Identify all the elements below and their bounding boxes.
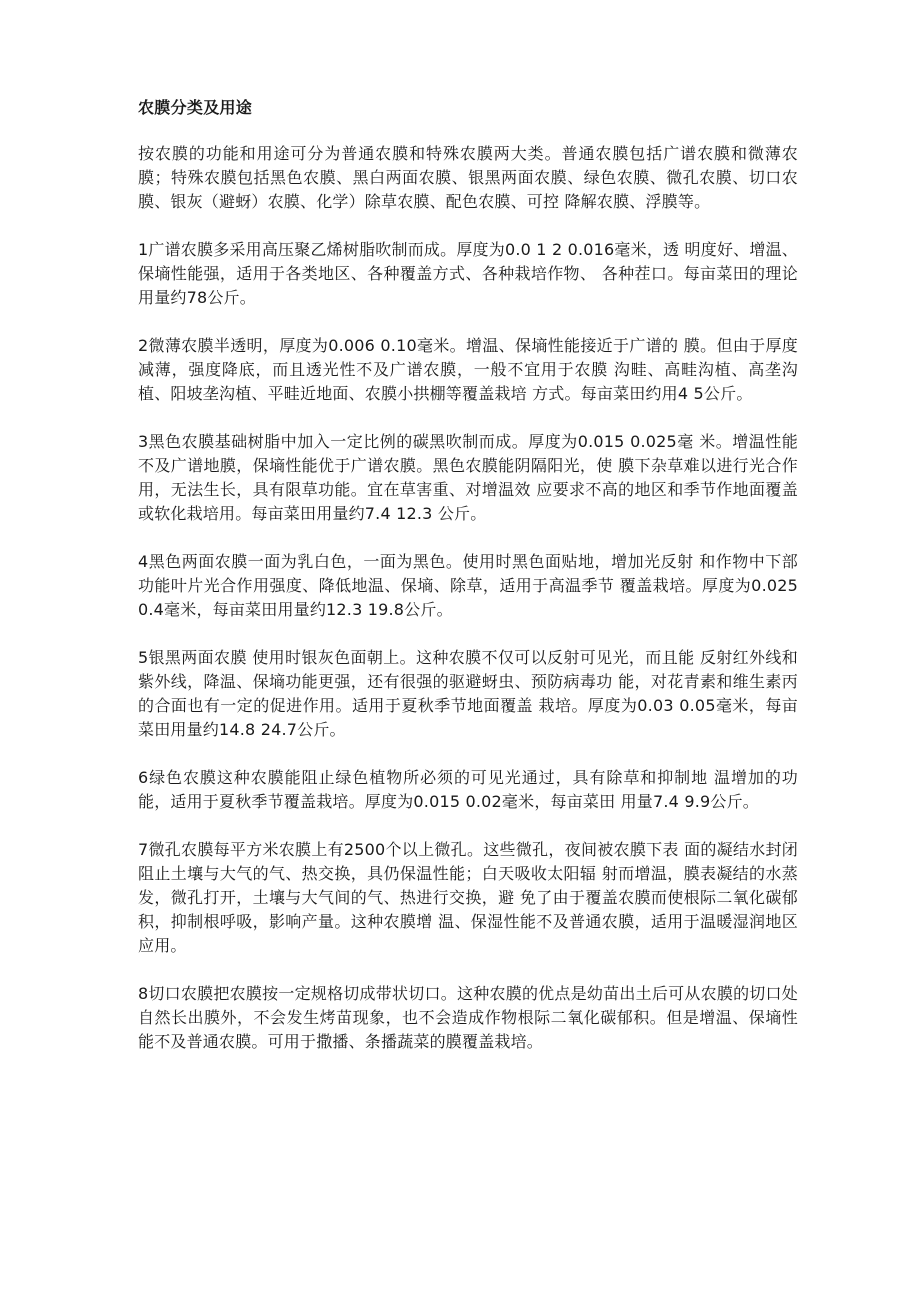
paragraph-black-film: 3黑色农膜基础树脂中加入一定比例的碳黑吹制而成。厚度为0.015 0.025毫 米。增温性能不及广谱地膜，保墒性能优于广谱农膜。黑色农膜能阴隔阳光，使 膜下杂草难以进行光合作用，无法生长，具有限草功能。宜在草害重、对增温效 应要求不高的地区和季节作地面覆盖或软化栽培用。每亩菜田用量约7.4 12.3 公斤。 [138, 432, 798, 523]
paragraph-black-white-film: 4黑色两面农膜一面为乳白色，一面为黑色。使用时黑色面贴地，增加光反射 和作物中下部功能叶片光合作用强度、降低地温、保墒、除草，适用于高温季节 覆盖栽培。厚度为0.025 0.4毫米，每亩菜田用量约12.3 19.8公斤。 [138, 552, 798, 619]
paragraph-thin-film: 2微薄农膜半透明，厚度为0.006 0.10毫米。增温、保墒性能接近于广谱的 膜。但由于厚度减薄，强度降底，而且透光性不及广谱农膜，一般不宜用于农膜 沟畦、高畦沟植、高垄沟植、阳坡垄沟植、平畦近地面、农膜小拱棚等覆盖栽培 方式。每亩菜田约用4 5公斤。 [138, 336, 798, 403]
document-title: 农膜分类及用途 [138, 98, 253, 117]
paragraph-microporous-film: 7微孔农膜每平方米农膜上有2500个以上微孔。这些微孔，夜间被农膜下表 面的凝结水封闭阻止土壤与大气的气、热交换，具仍保温性能；白天吸收太阳辐 射而增温，膜表凝结的水蒸发，微孔打开，土壤与大气间的气、热进行交换，避 免了由于覆盖农膜而使根际二氧化碳郁积，抑制根呼吸，影响产量。这种农膜增 温、保湿性能不及普通农膜，适用于温暖湿润地区应用。 [138, 840, 798, 955]
paragraph-silver-black-film: 5银黑两面农膜 使用时银灰色面朝上。这种农膜不仅可以反射可见光，而且能 反射红外线和紫外线，降温、保墒功能更强，还有很强的驱避蚜虫、预防病毒功 能，对花青素和维生素丙的合面也有一定的促进作用。适用于夏秋季节地面覆盖 栽培。厚度为0.03 0.05毫米，每亩菜田用量约14.8 24.7公斤。 [138, 648, 798, 739]
paragraph-slit-film: 8切口农膜把农膜按一定规格切成带状切口。这种农膜的优点是幼苗出土后可从农膜的切口处自然长出膜外，不会发生烤苗现象，也不会造成作物根际二氧化碳郁积。但是增温、保墒性能不及普通农膜。可用于撒播、条播蔬菜的膜覆盖栽培。 [138, 984, 798, 1051]
intro-paragraph: 按农膜的功能和用途可分为普通农膜和特殊农膜两大类。普通农膜包括广谱农膜和微薄农膜；特殊农膜包括黑色农膜、黑白两面农膜、银黑两面农膜、绿色农膜、微孔农膜、切口农膜、银灰（避蚜）农膜、化学）除草农膜、配色农膜、可控 降解农膜、浮膜等。 [138, 144, 798, 211]
paragraph-broad-spectrum-film: 1广谱农膜多采用高压聚乙烯树脂吹制而成。厚度为0.0 1 2 0.016毫米，透 明度好、增温、保墒性能强，适用于各类地区、各种覆盖方式、各种栽培作物、 各种茬口。每亩菜田的理论用量约78公斤。 [138, 240, 798, 307]
paragraph-green-film: 6绿色农膜这种农膜能阻止绿色植物所必须的可见光通过，具有除草和抑制地 温增加的功能，适用于夏秋季节覆盖栽培。厚度为0.015 0.02毫米，每亩菜田 用量7.4 9.9公斤。 [138, 768, 798, 811]
document-body [138, 96, 798, 1078]
